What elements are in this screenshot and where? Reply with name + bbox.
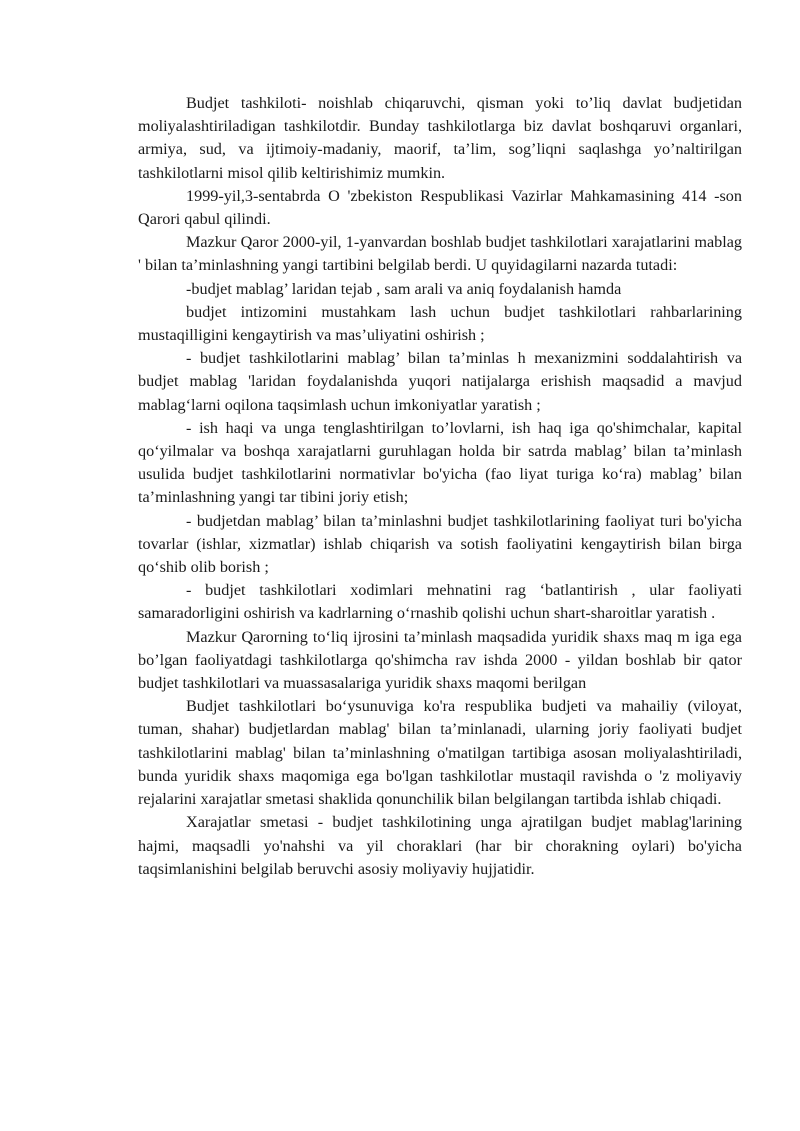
document-body <box>138 92 742 881</box>
paragraph-financing-subordination: Budjet tashkilotlari bo‘ysunuviga ko'ra respublika budjeti va mahailiy (viloyat, tuman, shahar) budjetlardan mablag' bilan ta’minlanadi, ularning joriy faoliyati budjet tashkilotlarini mablag' bilan ta’minlashning o'matilgan tartibiga asosan moliyalashtiriladi, bunda yuridik shaxs maqomiga ega bo'lgan tashkilotlar mustaqil ravishda o 'z moliyaviy rejalarini xarajatlar smetasi shaklida qonunchilik bilan belgilangan tartibda ishlab chiqadi. <box>138 697 742 809</box>
paragraph-resolution-new-procedure: Mazkur Qaror 2000-yil, 1-yanvardan boshlab budjet tashkilotlari xarajatlarini mablag ' bilan ta’minlashning yangi tartibini belgilab berdi. U quyidagilarni nazarda tutadi: <box>138 233 742 275</box>
paragraph-legal-entity-status: Mazkur Qarorning to‘liq ijrosini ta’minlash maqsadida yuridik shaxs maq m iga ega bo’lgan faoliyatdagi tashkilotlarga qo'shimcha rav ishda 2000 - yildan boshlab bir qator budjet tashkilotlari va muassasalariga yuridik shaxs maqomi berilgan <box>138 627 742 693</box>
paragraph-budget-organization-definition: Budjet tashkiloti- noishlab chiqaruvchi, qisman yoki to’liq davlat budjetidan moliyalashtiriladigan tashkilotdir. Bunday tashkilotlarga biz davlat boshqaruvi organlari, armiya, sud, va ijtimoiy-madaniy, maorif, ta’lim, sog’liqni saqlashga yo’naltirilgan tashkilotlarni misol qilib keltirishimiz mumkin. <box>138 94 742 182</box>
list-item-normative-financing: - ish haqi va unga tenglashtirilgan to’lovlarni, ish haq iga qo'shimchalar, kapital qo‘yilmalar va boshqa xarajatlarni guruhlagan holda bir satrda mablag’ bilan ta’minlash usulida budjet tashkilotlarini normativlar bo'yicha (fao liyat turiga ko‘ra) mablag’ bilan ta’minlashning yangi tar tibini joriy etish; <box>138 418 742 507</box>
list-item-expand-activities: - budjetdan mablag’ bilan ta’minlashni budjet tashkilotlarining faoliyat turi bo'yicha tovarlar (ishlar, xizmatlar) ishlab chiqarish va sotish faoliyatini kengaytirish bilan birga qo‘shib olib borish ; <box>138 511 742 577</box>
list-item-simplify-mechanism: - budjet tashkilotlarini mablag’ bilan ta’minlas h mexanizmini soddalahtirish va budjet mablag 'laridan foydalanishda yuqori natijalarga erishish maqsadid a mavjud mablag‘larni oqilona taqsimlash uchun imkoniyatlar yaratish ; <box>138 349 742 414</box>
paragraph-expense-estimate-definition: Xarajatlar smetasi - budjet tashkilotining unga ajratilgan budjet mablag'larining hajmi, maqsadli yo'nahshi va yil choraklari (har bir chorakning oylari) bo'yicha taqsimlanishini belgilab beruvchi asosiy moliyaviy hujjatidir. <box>138 813 742 878</box>
list-item-efficient-use: -budjet mablag’ laridan tejab , sam arali va aniq foydalanish hamda <box>186 279 622 298</box>
list-item-budget-discipline: budjet intizomini mustahkam lash uchun budjet tashkilotlari rahbarlarining mustaqilligini kengaytirish va mas’uliyatini oshirish ; <box>138 302 742 345</box>
paragraph-resolution-adopted: 1999-yil,3-sentabrda O 'zbekiston Respublikasi Vazirlar Mahkamasining 414 -son Qarori qabul qilindi. <box>138 186 742 229</box>
list-item-staff-incentives: - budjet tashkilotlari xodimlari mehnatini rag ‘batlantirish , ular faoliyati samaradorligini oshirish va kadrlarning o‘rnashib qolishi uchun shart-sharoitlar yaratish . <box>138 581 742 623</box>
